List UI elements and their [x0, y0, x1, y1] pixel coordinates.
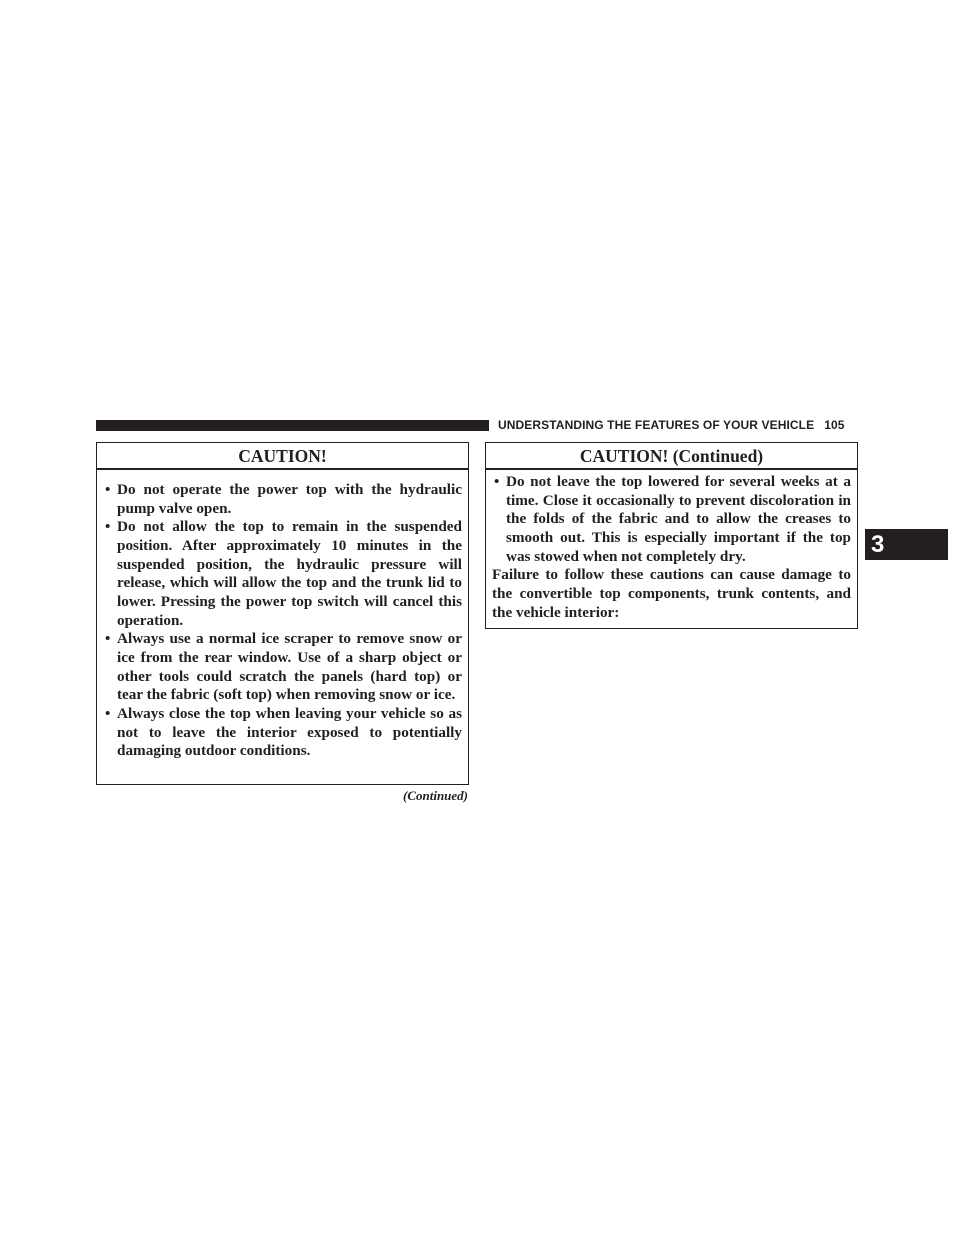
bullet-text: Do not leave the top lowered for several weeks at a time. Close it occasionally to prevent discoloration in the folds of the fabric and to allow the creases to smooth out. This is especially important if the top was stowed when not completely dry. — [506, 473, 851, 565]
caution-title: CAUTION! — [97, 443, 468, 470]
bullet-icon: • — [494, 473, 500, 490]
caution-body — [486, 470, 857, 622]
caution-box-left — [96, 442, 469, 785]
caution-bullet-item — [103, 518, 462, 630]
bullet-icon: • — [105, 630, 111, 648]
bullet-text: Always close the top when leaving your vehicle so as not to leave the interior exposed to potentially damaging outdoor conditions. — [117, 704, 462, 760]
caution-body — [97, 470, 468, 761]
section-title: UNDERSTANDING THE FEATURES OF YOUR VEHICLE — [498, 418, 815, 432]
caution-closing-text: Failure to follow these cautions can cause damage to the convertible top components, trunk contents, and the vehicle interior: — [492, 566, 851, 621]
running-header — [498, 417, 858, 433]
page-number: 105 — [824, 418, 845, 432]
caution-bullet-item — [103, 630, 462, 705]
continued-note: (Continued) — [402, 788, 468, 803]
chapter-number: 3 — [871, 531, 885, 558]
caution-bullet-item — [492, 473, 851, 566]
caution-bullet-item — [103, 705, 462, 761]
bullet-text: Do not allow the top to remain in the suspended position. After approximately 10 minutes in the suspended position, the hydraulic pressure will release, which will allow the top and the trunk lid to lower. Pressing the power top switch will cancel this operation. — [117, 518, 462, 629]
header-rule-bar — [96, 420, 489, 431]
caution-box-right — [485, 442, 858, 629]
chapter-tab — [865, 529, 948, 560]
bullet-text: Always use a normal ice scraper to remove snow or ice from the rear window. Use of a sharp object or other tools could scratch the panels (hard top) or tear the fabric (soft top) when removing snow or ice. — [117, 630, 462, 704]
bullet-text: Do not operate the power top with the hydraulic pump valve open. — [117, 481, 462, 517]
caution-title: CAUTION! (Continued) — [486, 443, 857, 470]
bullet-icon: • — [105, 704, 111, 722]
caution-bullet-item — [103, 481, 462, 518]
bullet-icon: • — [105, 481, 111, 498]
bullet-icon: • — [105, 518, 111, 536]
